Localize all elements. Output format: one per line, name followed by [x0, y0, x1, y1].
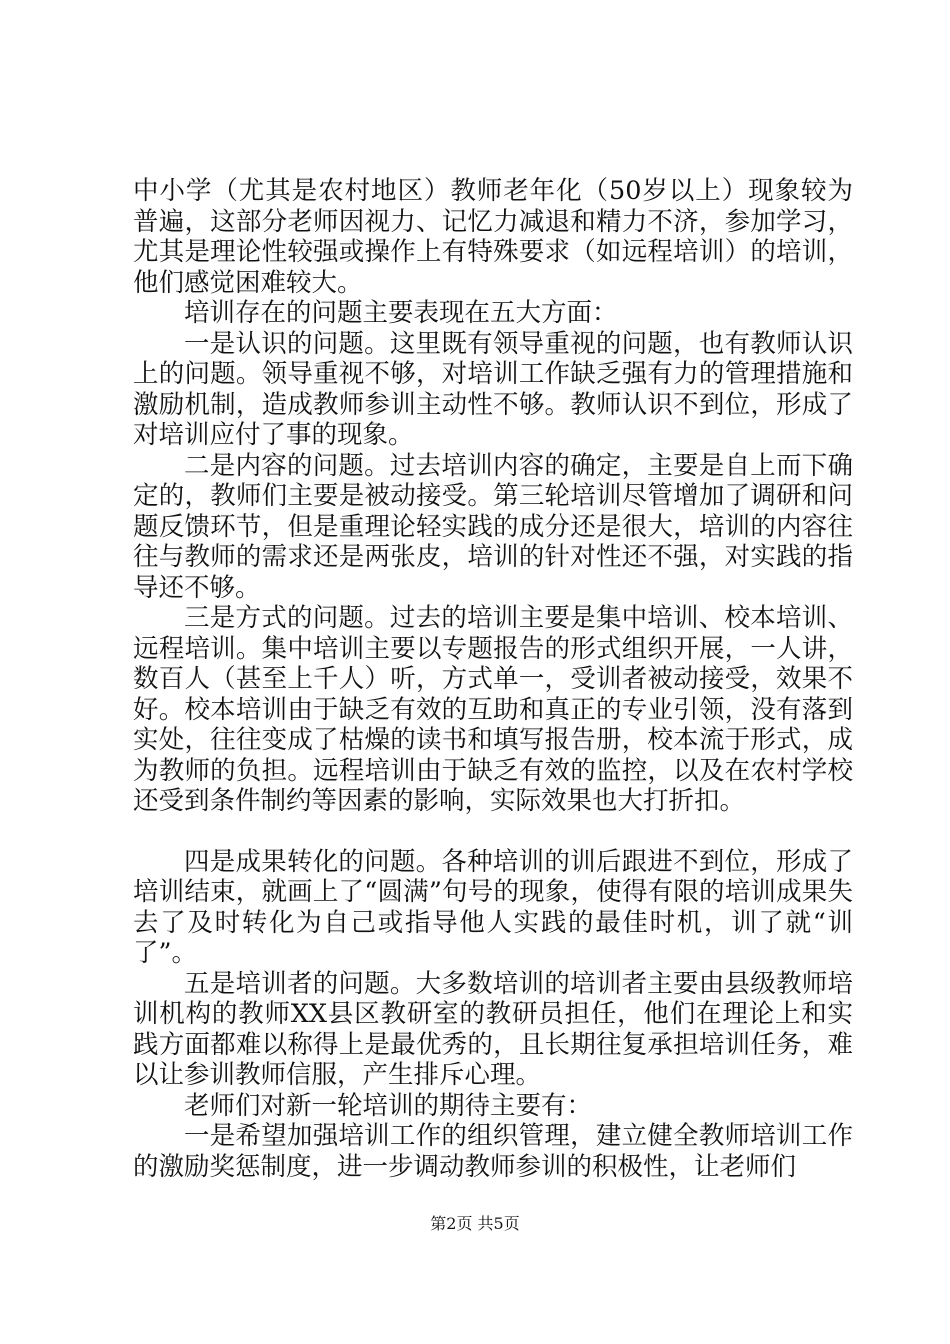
- paragraph-expectations-intro: 老师们对新一轮培训的期待主要有：: [184, 1090, 593, 1121]
- paragraph-problem-content: 二是内容的问题。过去培训内容的确定，主要是自上而下确定的，教师们主要是被动接受。第三轮培训尽管增加了调研和问题反馈环节，但是重理论轻实践的成分还是很大，培训的内容往往与教师的需求还是两张皮，培训的针对性还不强，对实践的指导还不够。: [133, 450, 853, 603]
- page-number-footer: 第2页 共5页: [430, 1214, 520, 1233]
- paragraph-continuation: 中小学（尤其是农村地区）教师老年化（50岁以上）现象较为普遍，这部分老师因视力、记忆力减退和精力不济，参加学习，尤其是理论性较强或操作上有特殊要求（如远程培训）的培训，他们感觉困难较大。: [133, 176, 853, 298]
- paragraph-problem-trainers: 五是培训者的问题。大多数培训的培训者主要由县级教师培训机构的教师XX县区教研室的教研员担任，他们在理论上和实践方面都难以称得上是最优秀的，且长期往复承担培训任务，难以让参训教师信服，产生排斥心理。: [133, 968, 853, 1090]
- document-body: [133, 176, 853, 1182]
- paragraph-expectation-management: 一是希望加强培训工作的组织管理，建立健全教师培训工作的激励奖惩制度，进一步调动教师参训的积极性，让老师们: [133, 1121, 853, 1182]
- paragraph-problems-intro: 培训存在的问题主要表现在五大方面：: [184, 298, 618, 328]
- paragraph-problem-method: 三是方式的问题。过去的培训主要是集中培训、校本培训、远程培训。集中培训主要以专题报告的形式组织开展，一人讲，数百人（甚至上千人）听，方式单一，受训者被动接受，效果不好。校本培训由于缺乏有效的互助和真正的专业引领，没有落到实处，往往变成了枯燥的读书和填写报告册，校本流于形式，成为教师的负担。远程培训由于缺乏有效的监控，以及在农村学校还受到条件制约等因素的影响，实际效果也大打折扣。: [133, 603, 853, 816]
- paragraph-problem-transfer: 四是成果转化的问题。各种培训的训后跟进不到位，形成了培训结束，就画上了“圆满”句号的现象，使得有限的培训成果失去了及时转化为自己或指导他人实践的最佳时机，训了就“训了”。: [133, 846, 853, 968]
- paragraph-problem-awareness: 一是认识的问题。这里既有领导重视的问题，也有教师认识上的问题。领导重视不够，对培训工作缺乏强有力的管理措施和激励机制，造成教师参训主动性不够。教师认识不到位，形成了对培训应付了事的现象。: [133, 328, 853, 450]
